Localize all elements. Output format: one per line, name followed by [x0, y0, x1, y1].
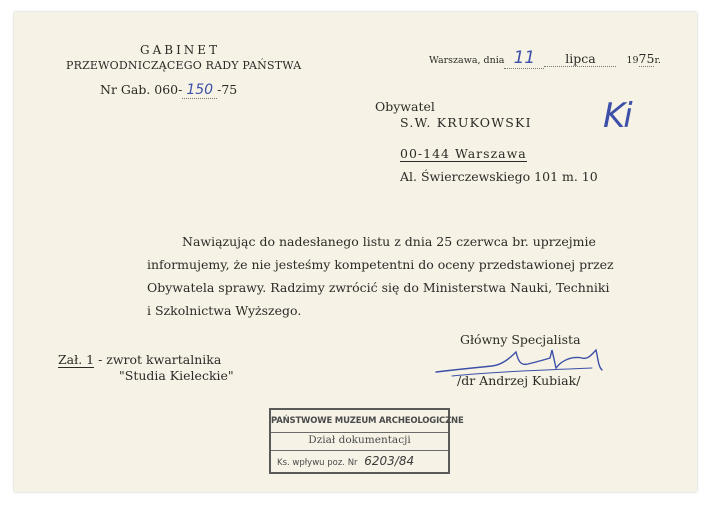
dateline-year-suffix: 75 [638, 51, 655, 66]
recipient-street: Al. Świerczewskiego 101 m. 10 [400, 169, 598, 184]
dateline-day: 11 [504, 48, 544, 69]
museum-stamp [269, 408, 464, 474]
dateline-year-end: r. [654, 55, 661, 66]
reference-handwritten-number: 150 [182, 82, 217, 99]
dateline-place: Warszawa, dnia [429, 55, 505, 66]
reference-suffix: -75 [217, 82, 238, 97]
body-line-2: informujemy, że nie jesteśmy kompetentni do oceny przedstawionej przez [147, 257, 614, 272]
letter-page [14, 12, 697, 492]
signatory-name: /dr Andrzej Kubiak/ [457, 373, 581, 388]
stamp-entry-value: 6203/84 [364, 454, 415, 468]
attachment-label: Zał. 1 [58, 352, 95, 367]
body-line-4: i Szkolnictwa Wyższego. [147, 303, 302, 318]
recipient-city: 00-144 Warszawa [400, 146, 527, 161]
recipient-name: S.W. KRUKOWSKI [400, 115, 532, 130]
signatory-title: Główny Specjalista [460, 332, 581, 347]
stamp-line-1: PAŃSTWOWE MUZEUM ARCHEOLOGICZNE [271, 416, 464, 426]
attachment-line-1: - zwrot kwartalnika [98, 352, 222, 367]
dateline-year-prefix: 19 [626, 55, 639, 66]
recipient-salutation: Obywatel [375, 99, 435, 114]
stamp-line-3 [271, 454, 454, 468]
stamp-entry-label: Ks. wpływu poz. Nr [277, 458, 358, 468]
reference-prefix: Nr Gab. 060- [100, 82, 183, 97]
body-line-1: Nawiązując do nadesłanego listu z dnia 25 czerwca br. uprzejmie [182, 234, 596, 249]
dateline-month: lipca [544, 51, 616, 67]
letterhead-line2: PRZEWODNICZĄCEGO RADY PAŃSTWA [66, 59, 302, 72]
body-line-3: Obywatela sprawy. Radzimy zwrócić się do Ministerstwa Nauki, Techniki [147, 280, 610, 295]
attachment-line-2: "Studia Kieleckie" [119, 368, 234, 383]
stamp-line-2: Dział dokumentacji [308, 434, 411, 446]
letterhead-line1: GABINET [140, 43, 221, 57]
reference-number [100, 82, 237, 98]
dateline [429, 48, 661, 69]
attachment-note [58, 352, 221, 367]
handwritten-initials: Ki [603, 96, 631, 136]
